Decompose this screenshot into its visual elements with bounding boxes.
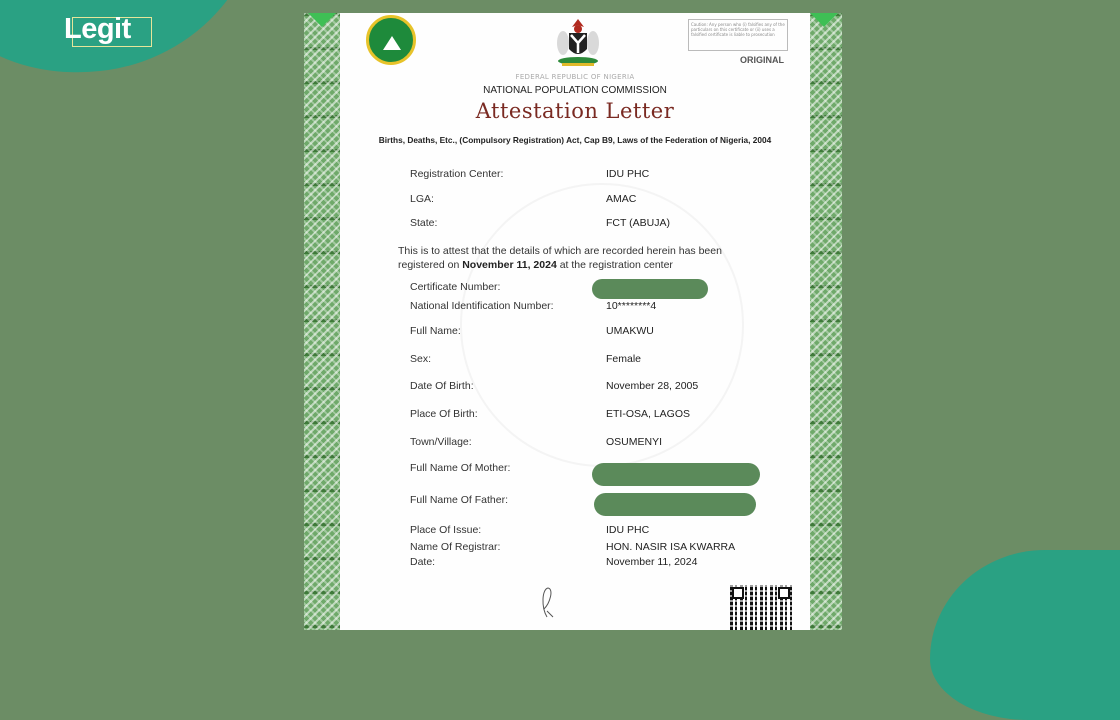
field-label-town-village: Town/Village: — [410, 436, 472, 448]
qr-finder-icon — [732, 587, 744, 599]
field-label-father-name: Full Name Of Father: — [410, 494, 509, 506]
field-label-place-of-issue: Place Of Issue: — [410, 524, 482, 536]
field-label-registrar: Name Of Registrar: — [410, 541, 501, 553]
field-label-state: State: — [410, 217, 438, 229]
brand-blob-bottom-right — [930, 550, 1120, 720]
field-value-lga: AMAC — [606, 193, 637, 205]
field-label-date: Date: — [410, 556, 436, 568]
signature-icon — [538, 585, 556, 619]
field-label-nin: National Identification Number: — [410, 300, 554, 312]
field-value-registration-center: IDU PHC — [606, 168, 650, 180]
decorative-border-right — [810, 13, 842, 630]
field-value-town-village: OSUMENYI — [606, 436, 663, 448]
redaction-certificate-number — [592, 279, 708, 299]
decorative-border-left — [304, 13, 340, 630]
original-badge: ORIGINAL — [740, 55, 784, 65]
field-value-full-name: UMAKWU — [606, 325, 654, 337]
organization-name: NATIONAL POPULATION COMMISSION — [483, 85, 667, 96]
field-value-date: November 11, 2024 — [606, 556, 698, 568]
field-value-registrar: HON. NASIR ISA KWARRA — [606, 541, 736, 553]
field-value-sex: Female — [606, 353, 642, 365]
field-value-nin: 10********4 — [606, 300, 657, 312]
attestation-text-after: at the registration center — [556, 259, 673, 271]
registration-date: November 11, 2024 — [462, 259, 557, 271]
redaction-mother-name — [592, 463, 760, 486]
redaction-father-name — [594, 493, 756, 516]
federal-republic-heading: FEDERAL REPUBLIC OF NIGERIA — [515, 73, 635, 81]
qr-finder-icon — [778, 587, 790, 599]
attestation-statement — [398, 244, 738, 272]
field-label-lga: LGA: — [410, 193, 434, 205]
attestation-text-before: This is to attest that the details of which are recorded herein has been registered on — [398, 245, 722, 271]
field-label-mother-name: Full Name Of Mother: — [410, 462, 511, 474]
caution-notice: Caution: Any person who (i) falsifies any of the particulars on this certificate or (ii) uses a falsified certificate is liable to prosecution — [688, 19, 788, 51]
field-label-registration-center: Registration Center: — [410, 168, 504, 180]
field-label-place-of-birth: Place Of Birth: — [410, 408, 478, 420]
attestation-document — [304, 13, 842, 630]
field-value-state: FCT (ABUJA) — [606, 217, 670, 229]
document-title: Attestation Letter — [475, 99, 675, 123]
coat-of-arms-icon — [552, 17, 604, 69]
field-value-date-of-birth: November 28, 2005 — [606, 380, 699, 392]
document-paper — [340, 13, 810, 630]
npc-seal-icon — [366, 15, 416, 65]
field-value-place-of-birth: ETI-OSA, LAGOS — [606, 408, 691, 420]
watermark-seal-icon — [460, 183, 744, 467]
act-reference: Births, Deaths, Etc., (Compulsory Registration) Act, Cap B9, Laws of the Federation of Nigeria, 2004 — [378, 135, 772, 145]
field-label-full-name: Full Name: — [410, 325, 461, 337]
field-value-place-of-issue: IDU PHC — [606, 524, 650, 536]
field-label-certificate-number: Certificate Number: — [410, 281, 501, 293]
field-label-sex: Sex: — [410, 353, 432, 365]
legit-logo: Legit — [64, 13, 131, 45]
field-label-date-of-birth: Date Of Birth: — [410, 380, 474, 392]
